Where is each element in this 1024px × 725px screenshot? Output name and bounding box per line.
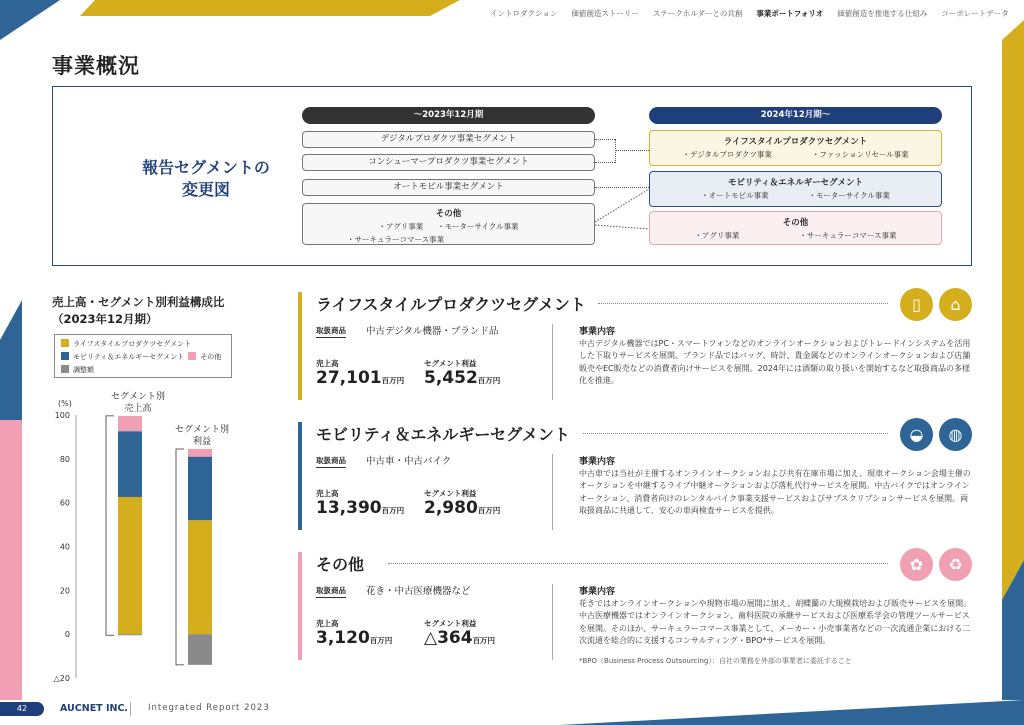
profit-value: △364百万円 [424, 628, 496, 648]
products-text: 中古車・中古バイク [366, 456, 452, 467]
old-segment-digital: デジタルプロダクツ事業セグメント [302, 131, 595, 148]
sales-value: 13,390百万円 [316, 498, 405, 518]
footnote: *BPO（Business Process Outsourcing）：自社の業務を外部の事業者に委託すること [579, 657, 852, 665]
segment-color-bar [298, 422, 302, 530]
profit-label: セグメント利益 [424, 359, 477, 368]
sales-value: 3,120百万円 [316, 628, 393, 648]
legend-swatch-lifestyle [61, 339, 69, 347]
products-tag: 取扱商品 [316, 455, 346, 468]
segment-title: ライフスタイルプロダクツセグメント [316, 295, 586, 314]
products-text: 花き・中古医療機器など [366, 586, 471, 597]
old-segment-consumer: コンシューマープロダクツ事業セグメント [302, 154, 595, 171]
bar-segment [118, 634, 142, 635]
profit-value: 5,452百万円 [424, 368, 501, 388]
business-label: 事業内容 [579, 457, 616, 467]
new-segment-mobility: モビリティ＆エネルギーセグメント ・オートモビル事業 ・モーターサイクル事業 [649, 171, 942, 207]
bar-segment [188, 449, 212, 457]
products-tag: 取扱商品 [316, 585, 346, 598]
page-title: 事業概況 [52, 54, 140, 78]
y-tick-label: 0 [64, 630, 70, 640]
connector-line [595, 162, 615, 163]
business-label: 事業内容 [579, 327, 616, 337]
sales-label: 売上高 [316, 489, 339, 498]
title-dotted-line [388, 563, 888, 564]
footer-divider [130, 702, 131, 716]
car-icon: ◒ [900, 418, 933, 451]
bar-segment [118, 431, 142, 497]
nav-item-intro[interactable]: イントロダクション [490, 9, 558, 18]
business-description: 花きではオンラインオークションや現物市場の展開に加え、胡蝶蘭の大規模栽培および販売サービスを展開。中古医療機器ではオンラインオークション、歯科医院の承継サービスおよび医療系学会の管理ツールサービスを展開。そのほか、サーキュラーコマース事業として、メーカー・小売事業者などの一次流通企業における二次流通を総合的に支援するコンサルティング・BPO*サービスを展開。 [579, 599, 972, 646]
products-tag: 取扱商品 [316, 325, 346, 338]
connector-line [615, 139, 616, 163]
flower-icon: ✿ [900, 548, 933, 581]
segment-change-diagram [52, 86, 972, 266]
profit-label: セグメント利益 [424, 489, 477, 498]
nav-item-stakeholder[interactable]: ステークホルダーとの共創 [652, 9, 743, 18]
chart-title: 売上高・セグメント別利益構成比 （2023年12月期） [52, 295, 225, 326]
category-label: 利益 [192, 437, 212, 447]
company-name: AUCNET INC. [60, 703, 129, 714]
title-dotted-line [598, 303, 888, 304]
products-text: 中古デジタル機器・ブランド品 [366, 326, 499, 337]
new-segment-other: その他 ・アグリ事業 ・サーキュラーコマース事業 [649, 211, 942, 245]
bar-segment [188, 634, 212, 665]
bar-segment [188, 520, 212, 634]
category-label: セグメント別 [175, 425, 229, 435]
new-period-pill: 2024年12月期～ [649, 107, 942, 124]
scooter-icon: ◍ [939, 418, 972, 451]
diagram-title: 報告セグメントの 変更図 [142, 158, 270, 200]
business-label: 事業内容 [579, 587, 616, 597]
segment-block [298, 422, 978, 542]
y-tick-label: 20 [59, 586, 70, 596]
handbag-icon: ⌂ [939, 288, 972, 321]
category-label: 売上高 [124, 404, 152, 414]
legend-swatch-other [188, 352, 196, 360]
category-label: セグメント別 [111, 392, 165, 402]
y-tick-label: △20 [53, 674, 70, 683]
nav-item-value-story[interactable]: 価値創造ストーリー [571, 9, 639, 18]
chart-legend: ライフスタイルプロダクツセグメント モビリティ＆エネルギーセグメント その他 調整額 [54, 334, 232, 378]
y-tick-label: 80 [59, 454, 70, 464]
top-navigation [490, 8, 1009, 19]
connector-lines [595, 187, 649, 232]
old-segment-automobile: オートモビル事業セグメント [302, 179, 595, 196]
column-divider [552, 324, 553, 400]
connector-line [595, 139, 615, 140]
y-unit-label: (%) [58, 399, 72, 408]
segment-color-bar [298, 292, 302, 400]
new-segment-lifestyle: ライフスタイルプロダクツセグメント ・デジタルプロダクツ事業 ・ファッションリセール事業 [649, 130, 942, 166]
column-divider [552, 584, 553, 660]
sales-label: 売上高 [316, 359, 339, 368]
legend-swatch-mobility [61, 352, 69, 360]
bar-bracket [106, 416, 114, 635]
y-tick-label: 100 [54, 411, 70, 420]
old-period-pill: ～2023年12月期 [302, 107, 595, 124]
nav-item-corporate-data[interactable]: コーポレートデータ [941, 9, 1009, 18]
business-description: 中古デジタル機器ではPC・スマートフォンなどのオンラインオークションおよびトレードインシステムを活用した下取りサービスを展開。ブランド品ではバッグ、時計、貴金属などのオンラインオークションおよび店舗販売やEC販売などの消費者向けサービスを展開。2024年には酒類の取り扱いを開始するなど取扱商品の多様化を推進。 [579, 339, 971, 386]
column-divider [552, 454, 553, 530]
recycle-icon: ♻ [939, 548, 972, 581]
report-name: Integrated Report 2023 [148, 703, 270, 713]
profit-label: セグメント利益 [424, 619, 477, 628]
segment-block [298, 292, 978, 412]
bar-bracket [176, 449, 184, 665]
segment-title: その他 [316, 555, 365, 574]
bar-segment [188, 457, 212, 521]
title-dotted-line [583, 433, 888, 434]
legend-swatch-adjust [61, 365, 69, 373]
sales-label: 売上高 [316, 619, 339, 628]
smartphone-icon: ▯ [900, 288, 933, 321]
segment-title: モビリティ＆エネルギーセグメント [316, 425, 570, 444]
nav-item-mechanism[interactable]: 価値創造を推進する仕組み [837, 9, 928, 18]
footer [0, 700, 1024, 725]
bar-segment [118, 497, 142, 634]
profit-value: 2,980百万円 [424, 498, 501, 518]
page-number: 42 [0, 702, 44, 716]
sales-value: 27,101百万円 [316, 368, 405, 388]
segment-color-bar [298, 552, 302, 660]
y-tick-label: 60 [59, 498, 70, 508]
business-description: 中古車では当社が主催するオンラインオークションおよび共有在庫市場に加え、現車オークション会場主催のオークションを中継するライブ中継オークションおよび落札代行サービスを展開。中古バイクではオンラインオークション、消費者向けのレンタルバイク事業支援サービスおよびサブスクリプションサービスを展開。両取扱商品に共通して、安心の車両検査サービスを提供。 [579, 469, 971, 516]
segment-block [298, 552, 978, 672]
stacked-bar-chart [50, 386, 290, 686]
nav-item-portfolio[interactable]: 事業ポートフォリオ [756, 9, 824, 18]
y-tick-label: 40 [59, 542, 70, 552]
connector-line [615, 150, 649, 151]
bar-segment [118, 416, 142, 431]
old-segment-other: その他 ・アグリ事業 ・モーターサイクル事業 ・サーキュラーコマース事業 [302, 203, 595, 245]
